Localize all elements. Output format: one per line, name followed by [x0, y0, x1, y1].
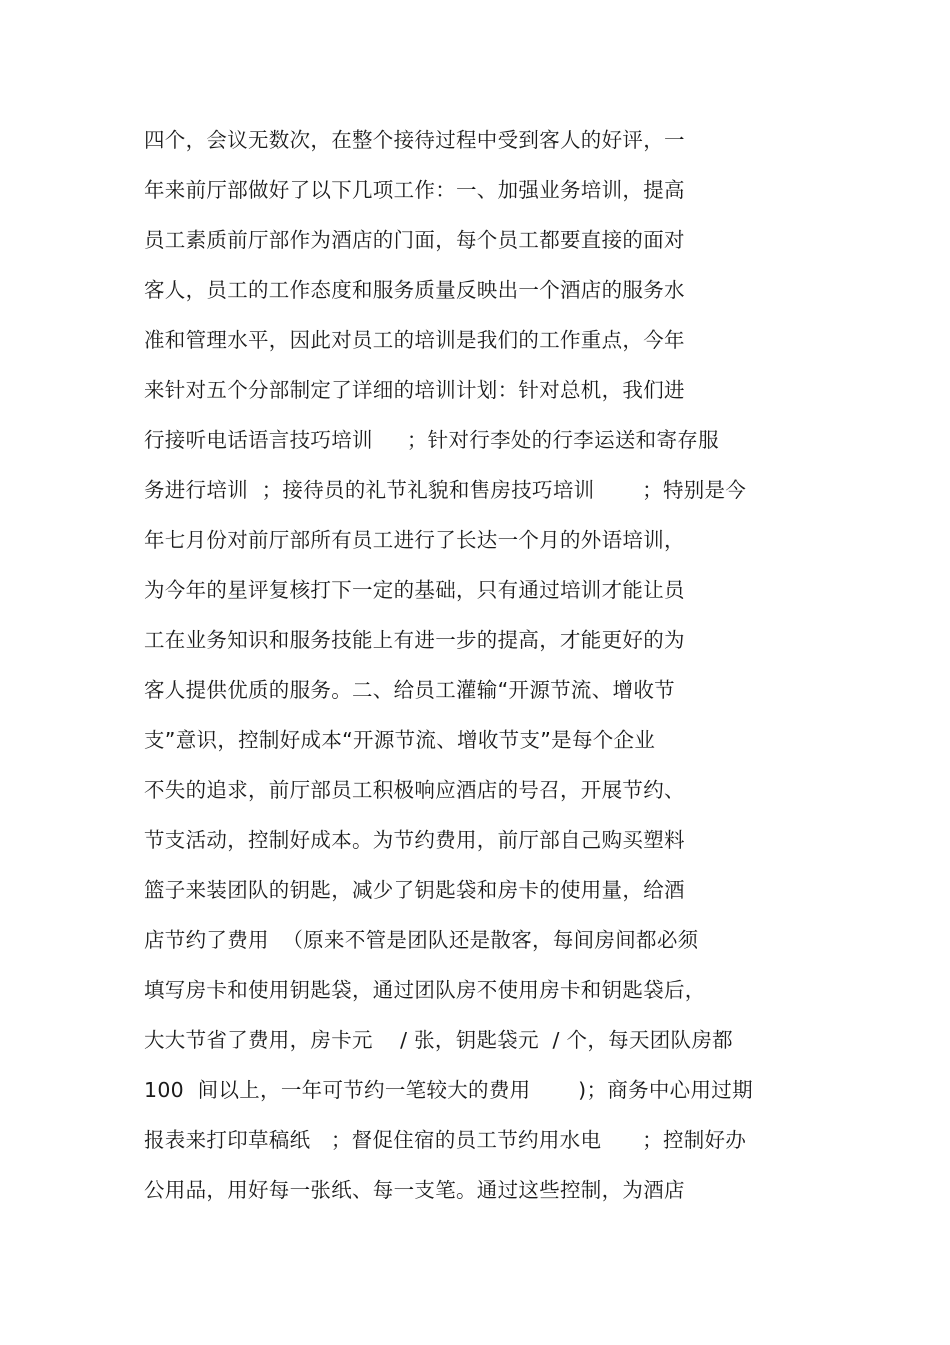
text-line-17: 店节约了费用 （原来不管是团队还是散客，每间房间都必须	[144, 928, 699, 952]
text-line-10: 为今年的星评复核打下一定的基础，只有通过培训才能让员	[144, 578, 685, 602]
text-line-7: 行接听电话语言技巧培训 ；针对行李处的行李运送和寄存服	[144, 428, 719, 452]
text-line-2: 年来前厅部做好了以下几项工作：一、加强业务培训，提高	[144, 178, 685, 202]
text-line-5: 准和管理水平，因此对员工的培训是我们的工作重点，今年	[144, 328, 685, 352]
text-line-15: 节支活动，控制好成本。为节约费用，前厅部自己购买塑料	[144, 828, 685, 852]
text-line-9: 年七月份对前厅部所有员工进行了长达一个月的外语培训，	[144, 528, 685, 552]
text-line-1: 四个，会议无数次，在整个接待过程中受到客人的好评，一	[144, 128, 685, 152]
text-line-11: 工在业务知识和服务技能上有进一步的提高，才能更好的为	[144, 628, 685, 652]
text-line-14: 不失的追求，前厅部员工积极响应酒店的号召，开展节约、	[144, 778, 685, 802]
body-text	[144, 122, 834, 1222]
text-line-21: 报表来打印草稿纸 ；督促住宿的员工节约用水电 ；控制好办	[144, 1128, 747, 1152]
text-line-16: 篮子来装团队的钥匙，减少了钥匙袋和房卡的使用量，给酒	[144, 878, 685, 902]
text-line-6: 来针对五个分部制定了详细的培训计划：针对总机，我们进	[144, 378, 685, 402]
text-line-18: 填写房卡和使用钥匙袋，通过团队房不使用房卡和钥匙袋后，	[144, 978, 706, 1002]
text-line-12: 客人提供优质的服务。二、给员工灌输“开源节流、增收节	[144, 678, 675, 702]
text-line-4: 客人，员工的工作态度和服务质量反映出一个酒店的服务水	[144, 278, 685, 302]
text-line-22: 公用品，用好每一张纸、每一支笔。通过这些控制，为酒店	[144, 1178, 685, 1202]
text-line-13: 支”意识，控制好成本“开源节流、增收节支”是每个企业	[144, 728, 656, 752]
text-line-19: 大大节省了费用，房卡元 / 张，钥匙袋元 / 个，每天团队房都	[144, 1028, 733, 1052]
text-line-3: 员工素质前厅部作为酒店的门面，每个员工都要直接的面对	[144, 228, 685, 252]
text-line-8: 务进行培训 ；接待员的礼节礼貌和售房技巧培训 ；特别是今	[144, 478, 747, 502]
text-line-20: 100 间以上，一年可节约一笔较大的费用 )；商务中心用过期	[144, 1078, 753, 1102]
